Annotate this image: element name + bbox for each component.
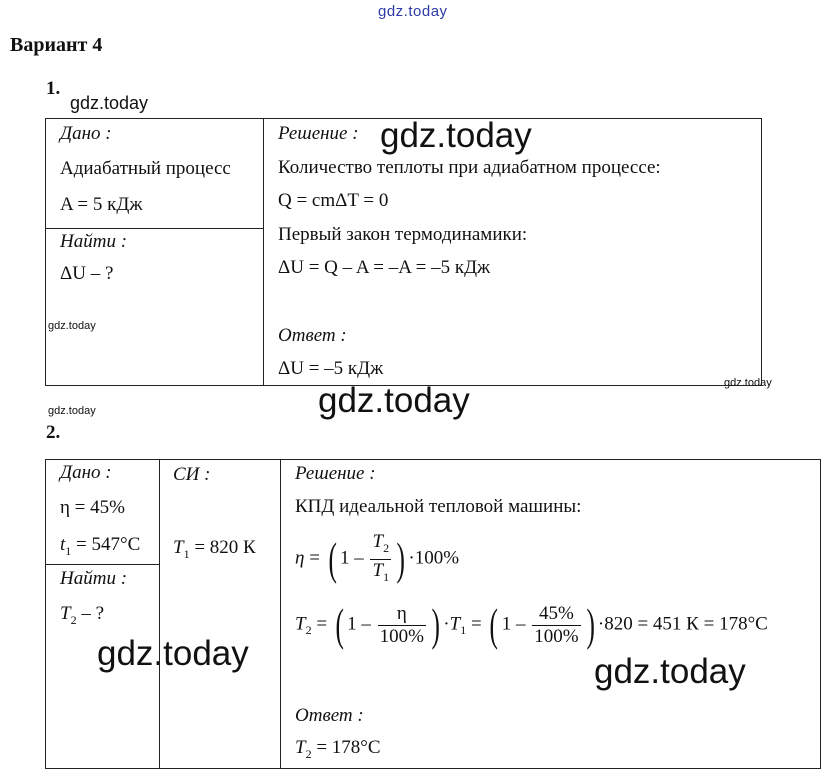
watermark: gdz.today xyxy=(724,377,772,389)
problem-2-number: 2. xyxy=(46,422,61,443)
watermark: gdz.today xyxy=(70,93,149,113)
answer-value: ΔU = –5 кДж xyxy=(278,358,384,379)
solution-label: Решение : xyxy=(295,463,376,484)
solution-formula: ΔU = Q – A = –A = –5 кДж xyxy=(278,257,491,278)
si-value: $T_1 = 820$ К xyxy=(173,537,256,561)
solution-label: Решение : xyxy=(278,123,359,144)
solution-line: Количество теплоты при адиабатном процессе: xyxy=(278,157,661,178)
answer-label: Ответ : xyxy=(278,325,347,346)
page-title: Вариант 4 xyxy=(10,34,103,56)
find-value: $T_2$ – ? xyxy=(60,603,105,627)
watermark: gdz.today xyxy=(48,405,96,417)
watermark: gdz.today xyxy=(48,320,96,332)
table-divider xyxy=(280,459,281,769)
find-label: Найти : xyxy=(60,231,128,252)
given-temperature: $t_1 = 547^\circ C$ xyxy=(60,534,141,558)
solution-line: КПД идеальной тепловой машины: xyxy=(295,496,582,517)
given-label: Дано : xyxy=(60,462,112,483)
watermark: gdz.today xyxy=(318,381,470,420)
solution-line: Первый закон термодинамики: xyxy=(278,224,528,245)
answer-label: Ответ : xyxy=(295,705,364,726)
given-process: Адиабатный процесс xyxy=(60,158,231,179)
watermark: gdz.today xyxy=(594,652,746,691)
given-efficiency: η = 45% xyxy=(60,497,125,518)
find-label: Найти : xyxy=(60,568,128,589)
table-divider xyxy=(45,564,160,565)
answer-value: $T_2 = 178^\circ C$ xyxy=(295,737,381,761)
given-work: A = 5 кДж xyxy=(60,194,143,215)
si-label: СИ : xyxy=(173,464,211,485)
watermark: gdz.today xyxy=(97,634,249,673)
find-value: ΔU – ? xyxy=(60,263,114,284)
watermark: gdz.today xyxy=(380,116,532,155)
table-divider xyxy=(45,228,264,229)
solution-formula: Q = cmΔT = 0 xyxy=(278,190,389,211)
efficiency-formula: η = ( 1 – $\frac{T_2}{T_1}$ ) ·100% xyxy=(295,531,460,585)
table-divider xyxy=(159,459,160,769)
problem-1-number: 1. xyxy=(46,78,61,99)
table-divider xyxy=(263,118,264,386)
given-label: Дано : xyxy=(60,123,112,144)
temperature-formula: $T_2$ = ( 1 – $\frac{\eta}{100\%}$ ) $\cdot T_1$ = ( 1 – $\frac{45\%}{100\%}$ ) ·820 = 451 К = 178°C xyxy=(295,599,768,650)
watermark-top: gdz.today xyxy=(378,3,448,20)
